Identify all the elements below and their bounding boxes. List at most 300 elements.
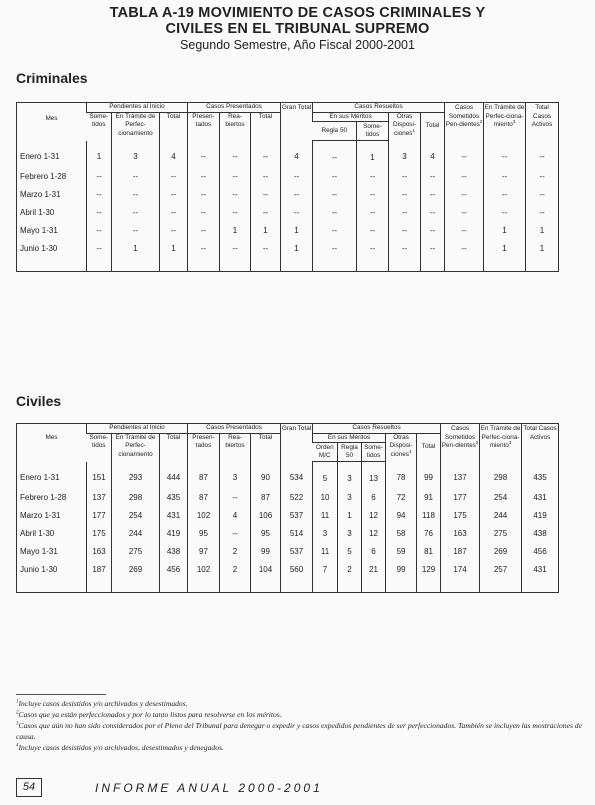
empty-cell (313, 257, 357, 272)
cell-pi-tram: 244 (112, 524, 160, 542)
footnote-3 (16, 720, 586, 742)
col-sometidos: Some-tidos (89, 112, 109, 128)
cell-cp-pres: 97 (188, 542, 220, 560)
empty-cell (220, 578, 251, 593)
row-month: Marzo 1-31 (20, 189, 61, 199)
cell-pi-tram: -- (112, 221, 160, 239)
col-otras-disposiciones: Otras Disposi-ciones$^1$ (389, 112, 421, 141)
cell-cp-reab: -- (220, 141, 251, 168)
cell-cp-reab: -- (220, 167, 251, 185)
cell-activos: -- (526, 167, 559, 185)
page-subtitle: Segundo Semestre, Año Fiscal 2000-2001 (180, 38, 415, 52)
col-total-activos: Total Casos Activos (522, 424, 559, 462)
cell-r-tot: -- (421, 185, 445, 203)
empty-cell (484, 257, 526, 272)
criminales-table (16, 102, 559, 272)
cell-r-orden: 7 (313, 560, 338, 578)
row-month: Mayo 1-31 (20, 546, 58, 556)
row-month: Marzo 1-31 (20, 510, 61, 520)
table-row (17, 542, 559, 560)
cell-gran: -- (281, 167, 313, 185)
cell-r-tot: 81 (417, 542, 441, 560)
cell-r-tot: -- (421, 203, 445, 221)
cell-gran: 560 (281, 560, 313, 578)
page-title-line2: CIVILES EN EL TRIBUNAL SUPREMO (165, 21, 430, 37)
cell-r-regla: 3 (338, 462, 362, 489)
cell-r-som: 21 (362, 560, 386, 578)
cell-r-regla: 3 (338, 524, 362, 542)
cell-activos: -- (526, 185, 559, 203)
empty-cell (445, 257, 484, 272)
cell-pend: -- (445, 185, 484, 203)
cell-tram: -- (484, 185, 526, 203)
empty-cell (160, 257, 188, 272)
col-sometidos-resueltos: Some-tidos (357, 122, 389, 141)
cell-pi-tram: 3 (112, 141, 160, 168)
cell-pi-som: 175 (87, 524, 112, 542)
cell-cp-pres: -- (188, 221, 220, 239)
cell-tram: 244 (480, 506, 522, 524)
cell-r-tot: -- (421, 221, 445, 239)
col-total-presentados: Total (251, 433, 281, 462)
cell-cp-tot: 99 (251, 542, 281, 560)
empty-cell (313, 578, 338, 593)
cell-pi-som: 163 (87, 542, 112, 560)
col-otras-disposiciones-label: Otras Disposi-ciones (392, 112, 417, 137)
cell-cp-reab: -- (220, 185, 251, 203)
empty-cell (281, 578, 313, 593)
empty-cell (188, 257, 220, 272)
cell-tram: -- (484, 167, 526, 185)
cell-tram: 298 (480, 462, 522, 489)
cell-tram: 254 (480, 488, 522, 506)
cell-pi-tot: 456 (160, 560, 188, 578)
cell-activos: 1 (526, 239, 559, 257)
cell-cp-tot: -- (251, 239, 281, 257)
col-total-pendientes: Total (160, 112, 188, 141)
cell-pend: -- (445, 167, 484, 185)
table-row (17, 203, 559, 221)
cell-pi-tram: -- (112, 203, 160, 221)
col-otras-disposiciones: Otras Disposi-ciones$^4$ (386, 433, 417, 462)
cell-r-tot: 99 (417, 462, 441, 489)
civiles-header (17, 424, 559, 462)
row-month: Mayo 1-31 (20, 225, 58, 235)
empty-cell (160, 578, 188, 593)
empty-cell (417, 578, 441, 593)
cell-cp-pres: 102 (188, 506, 220, 524)
cell-pend: -- (445, 239, 484, 257)
cell-pi-tram: 293 (112, 462, 160, 489)
cell-pi-tram: 254 (112, 506, 160, 524)
cell-pend: -- (445, 221, 484, 239)
cell-tram: 257 (480, 560, 522, 578)
cell-r-som: 13 (362, 462, 386, 489)
cell-cp-tot: 90 (251, 462, 281, 489)
cell-activos: 1 (526, 221, 559, 239)
col-casos-sometidos-pendientes: Casos Sometidos Pen-dientes$^2$ (445, 103, 484, 141)
col-presentados: Presen-tados (188, 433, 220, 462)
cell-tram: 1 (484, 239, 526, 257)
row-month: Febrero 1-28 (20, 492, 67, 502)
footnote-4 (16, 742, 586, 753)
cell-pi-tot: 431 (160, 506, 188, 524)
col-en-tramite-fin: En Trámite de Perfec-ciona-miento$^3$ (480, 424, 522, 462)
cell-r-som: 6 (362, 488, 386, 506)
empty-cell (87, 257, 112, 272)
row-month: Abril 1-30 (20, 207, 55, 217)
cell-pi-tram: 298 (112, 488, 160, 506)
col-mes: Mes (45, 434, 58, 441)
cell-r-regla: 5 (338, 542, 362, 560)
cell-activos: 431 (522, 560, 559, 578)
section-heading-civiles: Civiles (16, 393, 62, 409)
cell-cp-reab: -- (220, 488, 251, 506)
col-casos-sometidos-pendientes: Casos Sometidos Pen-dientes$^2$ (441, 424, 480, 462)
cell-r-som: -- (357, 221, 389, 239)
col-casos-resueltos: Casos Resueltos (313, 424, 441, 434)
cell-r-tot: 129 (417, 560, 441, 578)
cell-pi-tram: -- (112, 185, 160, 203)
cell-r-otras: 99 (386, 560, 417, 578)
col-total-pendientes: Total (160, 433, 188, 462)
criminales-header (17, 103, 559, 141)
cell-r-som: -- (357, 167, 389, 185)
col-en-sus-meritos: En sus Méritos (313, 433, 386, 443)
empty-cell (188, 578, 220, 593)
page-number: 54 (16, 778, 42, 797)
cell-pi-tot: 444 (160, 462, 188, 489)
table-bottom-padding (17, 257, 559, 272)
col-en-sus-meritos: En sus Méritos (313, 112, 389, 122)
col-regla-50: Regla 50 (338, 443, 362, 462)
col-en-tramite-fin-label: En Trámite de Perfec-ciona-miento (480, 425, 521, 449)
cell-pi-tot: -- (160, 221, 188, 239)
cell-activos: 438 (522, 524, 559, 542)
cell-r-regla: -- (313, 141, 357, 168)
cell-tram: 275 (480, 524, 522, 542)
cell-r-regla: -- (313, 167, 357, 185)
cell-r-tot: 91 (417, 488, 441, 506)
cell-r-orden: 3 (313, 524, 338, 542)
footnote-1 (16, 698, 586, 709)
cell-cp-reab: 2 (220, 560, 251, 578)
cell-r-tot: -- (421, 167, 445, 185)
cell-cp-tot: 87 (251, 488, 281, 506)
cell-cp-pres: 102 (188, 560, 220, 578)
row-month: Abril 1-30 (20, 528, 55, 538)
cell-r-otras: -- (389, 203, 421, 221)
empty-cell (251, 578, 281, 593)
empty-cell (338, 578, 362, 593)
cell-r-som: 6 (362, 542, 386, 560)
cell-cp-pres: -- (188, 185, 220, 203)
cell-r-tot: -- (421, 239, 445, 257)
cell-cp-reab: 1 (220, 221, 251, 239)
empty-cell (522, 578, 559, 593)
col-sometidos-resueltos: Some-tidos (362, 443, 386, 462)
cell-r-som: -- (357, 185, 389, 203)
cell-cp-reab: 4 (220, 506, 251, 524)
cell-r-orden: 10 (313, 488, 338, 506)
cell-cp-tot: -- (251, 167, 281, 185)
col-casos-sometidos-pendientes-label: Casos Sometidos Pen-dientes (441, 425, 476, 449)
cell-cp-pres: -- (188, 203, 220, 221)
cell-gran: 534 (281, 462, 313, 489)
cell-gran: 4 (281, 141, 313, 168)
cell-activos: -- (526, 141, 559, 168)
empty-cell (421, 257, 445, 272)
empty-cell (251, 257, 281, 272)
cell-cp-reab: 2 (220, 542, 251, 560)
footnote-mark: 3 (16, 721, 19, 727)
table-row (17, 141, 559, 168)
cell-r-som: 12 (362, 524, 386, 542)
row-month: Febrero 1-28 (20, 171, 67, 181)
cell-r-otras: -- (389, 221, 421, 239)
cell-r-regla: -- (313, 239, 357, 257)
cell-pend: 174 (441, 560, 480, 578)
cell-tram: 269 (480, 542, 522, 560)
col-en-tramite: En Trámite de Perfec-cionamiento (112, 433, 160, 462)
col-casos-presentados: Casos Presentados (188, 424, 281, 434)
empty-cell (362, 578, 386, 593)
empty-cell (281, 257, 313, 272)
cell-cp-reab: -- (220, 524, 251, 542)
footnote-text: Incluye casos desistidos y/o archivados, desestimados y denegados. (18, 743, 224, 752)
cell-cp-tot: 106 (251, 506, 281, 524)
footnote-mark: 2 (16, 710, 19, 716)
cell-pi-som: 1 (87, 141, 112, 168)
table-row (17, 239, 559, 257)
empty-cell (112, 578, 160, 593)
cell-r-tot: 118 (417, 506, 441, 524)
col-en-tramite: En Trámite de Perfec-cionamiento (112, 112, 160, 141)
cell-pi-tram: 269 (112, 560, 160, 578)
cell-pi-som: -- (87, 239, 112, 257)
empty-cell (112, 257, 160, 272)
cell-pi-tot: -- (160, 167, 188, 185)
col-sometidos: Some-tidos (89, 433, 109, 449)
cell-r-otras: 59 (386, 542, 417, 560)
cell-r-otras: 58 (386, 524, 417, 542)
cell-pi-tram: -- (112, 167, 160, 185)
col-en-tramite-fin-label: En Trámite de Perfec-ciona-miento (484, 104, 525, 128)
cell-pi-som: -- (87, 203, 112, 221)
col-casos-presentados: Casos Presentados (188, 103, 281, 113)
cell-pi-som: -- (87, 185, 112, 203)
row-month: Junio 1-30 (20, 243, 58, 253)
cell-r-otras: 94 (386, 506, 417, 524)
empty-cell (526, 257, 559, 272)
cell-cp-pres: 95 (188, 524, 220, 542)
cell-pi-tot: -- (160, 185, 188, 203)
cell-r-orden: 11 (313, 506, 338, 524)
footnote-2 (16, 709, 586, 720)
cell-cp-pres: -- (188, 167, 220, 185)
table-row (17, 462, 559, 489)
table-bottom-padding (17, 578, 559, 593)
empty-cell (357, 257, 389, 272)
table-row (17, 185, 559, 203)
empty-cell (220, 257, 251, 272)
cell-pi-som: 151 (87, 462, 112, 489)
cell-r-orden: 11 (313, 542, 338, 560)
cell-pi-tot: 435 (160, 488, 188, 506)
cell-tram: -- (484, 203, 526, 221)
cell-tram: 1 (484, 221, 526, 239)
cell-cp-pres: 87 (188, 462, 220, 489)
col-mes: Mes (45, 115, 58, 122)
cell-pend: 187 (441, 542, 480, 560)
col-total-activos: Total Casos Activos (526, 103, 559, 141)
cell-gran: 1 (281, 221, 313, 239)
cell-pi-som: -- (87, 167, 112, 185)
col-otras-disposiciones-label: Otras Disposi-ciones (389, 433, 413, 458)
cell-cp-reab: -- (220, 239, 251, 257)
civiles-body (17, 462, 559, 593)
cell-r-tot: 4 (421, 141, 445, 168)
empty-cell (480, 578, 522, 593)
col-orden-mc: Orden M/C (313, 443, 338, 462)
cell-cp-pres: 87 (188, 488, 220, 506)
col-casos-resueltos: Casos Resueltos (313, 103, 445, 113)
table-row (17, 524, 559, 542)
cell-r-regla: -- (313, 221, 357, 239)
empty-cell (87, 578, 112, 593)
cell-pi-som: 137 (87, 488, 112, 506)
col-reabiertos: Rea-biertos (220, 433, 251, 462)
cell-r-som: -- (357, 203, 389, 221)
cell-gran: -- (281, 185, 313, 203)
col-regla-50: Regla 50 (313, 122, 357, 141)
cell-pi-tot: 4 (160, 141, 188, 168)
cell-cp-pres: -- (188, 239, 220, 257)
civiles-table (16, 423, 559, 593)
cell-r-otras: 72 (386, 488, 417, 506)
cell-activos: 456 (522, 542, 559, 560)
footnote-text: Casos que ya están perfeccionados y por lo tanto listos para resolverse en los méritos. (18, 710, 282, 719)
row-month: Enero 1-31 (20, 152, 60, 162)
cell-tram: -- (484, 141, 526, 168)
cell-r-otras: 3 (389, 141, 421, 168)
cell-gran: 1 (281, 239, 313, 257)
cell-activos: 431 (522, 488, 559, 506)
row-month: Junio 1-30 (20, 564, 58, 574)
col-gran-total: Gran Total (281, 103, 313, 141)
cell-r-otras: -- (389, 167, 421, 185)
cell-cp-tot: 95 (251, 524, 281, 542)
table-row (17, 488, 559, 506)
col-pendientes: Pendientes al Inicio (87, 424, 188, 434)
footnote-mark: 1 (16, 699, 19, 705)
cell-gran: 537 (281, 506, 313, 524)
col-total-resueltos: Total (417, 433, 441, 462)
cell-cp-reab: -- (220, 203, 251, 221)
empty-cell (17, 578, 87, 593)
cell-r-regla: -- (313, 185, 357, 203)
cell-cp-pres: -- (188, 141, 220, 168)
cell-cp-tot: 1 (251, 221, 281, 239)
col-casos-sometidos-pendientes-label: Casos Sometidos Pen-dientes (445, 104, 480, 128)
cell-cp-reab: 3 (220, 462, 251, 489)
cell-gran: 537 (281, 542, 313, 560)
cell-gran: -- (281, 203, 313, 221)
table-row (17, 167, 559, 185)
col-reabiertos: Rea-biertos (220, 112, 251, 141)
footnote-text: Casos que aún no han sido considerados por el Pleno del Tribunal para denegar o expedir y casos expedidos pendientes de ser perfeccionados. También se incluyen las mostraciones de causa. (16, 721, 582, 741)
cell-gran: 514 (281, 524, 313, 542)
section-heading-criminales: Criminales (16, 70, 88, 86)
cell-gran: 522 (281, 488, 313, 506)
cell-pend: -- (445, 141, 484, 168)
cell-r-otras: 78 (386, 462, 417, 489)
footer-report-title: INFORME ANUAL 2000-2001 (95, 781, 323, 795)
footnote-text: Incluye casos desistidos y/o archivados y desestimados. (18, 699, 188, 708)
cell-r-otras: -- (389, 239, 421, 257)
cell-pi-tot: 419 (160, 524, 188, 542)
cell-cp-tot: 104 (251, 560, 281, 578)
footnote-rule (16, 694, 106, 695)
cell-r-regla: 2 (338, 560, 362, 578)
cell-pi-som: 187 (87, 560, 112, 578)
cell-pi-tram: 1 (112, 239, 160, 257)
cell-r-som: 12 (362, 506, 386, 524)
empty-cell (386, 578, 417, 593)
empty-cell (17, 257, 87, 272)
table-row (17, 560, 559, 578)
cell-pi-som: 177 (87, 506, 112, 524)
page-title: TABLA A-19 MOVIMIENTO DE CASOS CRIMINALES Y (109, 5, 486, 21)
col-presentados: Presen-tados (188, 112, 220, 141)
cell-pend: 163 (441, 524, 480, 542)
cell-cp-tot: -- (251, 185, 281, 203)
cell-cp-tot: -- (251, 203, 281, 221)
cell-pend: 177 (441, 488, 480, 506)
cell-pend: -- (445, 203, 484, 221)
footnotes (16, 698, 586, 753)
cell-pi-tram: 275 (112, 542, 160, 560)
cell-activos: -- (526, 203, 559, 221)
cell-pi-tot: -- (160, 203, 188, 221)
cell-r-som: -- (357, 239, 389, 257)
table-row (17, 506, 559, 524)
cell-pi-tot: 1 (160, 239, 188, 257)
criminales-body (17, 141, 559, 272)
row-month: Enero 1-31 (20, 473, 60, 483)
cell-activos: 435 (522, 462, 559, 489)
cell-pi-tot: 438 (160, 542, 188, 560)
empty-cell (389, 257, 421, 272)
cell-pi-som: -- (87, 221, 112, 239)
col-en-tramite-fin: En Trámite de Perfec-ciona-miento$^3$ (484, 103, 526, 141)
col-total-presentados: Total (251, 112, 281, 141)
col-gran-total: Gran Total (281, 424, 313, 462)
footnote-mark: 4 (16, 743, 19, 749)
empty-cell (441, 578, 480, 593)
col-total-resueltos: Total (421, 112, 445, 141)
cell-r-regla: 3 (338, 488, 362, 506)
cell-r-tot: 76 (417, 524, 441, 542)
cell-r-otras: -- (389, 185, 421, 203)
cell-r-orden: 5 (313, 462, 338, 489)
cell-cp-tot: -- (251, 141, 281, 168)
cell-pend: 137 (441, 462, 480, 489)
cell-activos: 419 (522, 506, 559, 524)
cell-r-som: 1 (357, 141, 389, 168)
cell-pend: 175 (441, 506, 480, 524)
col-pendientes: Pendientes al Inicio (87, 103, 188, 113)
